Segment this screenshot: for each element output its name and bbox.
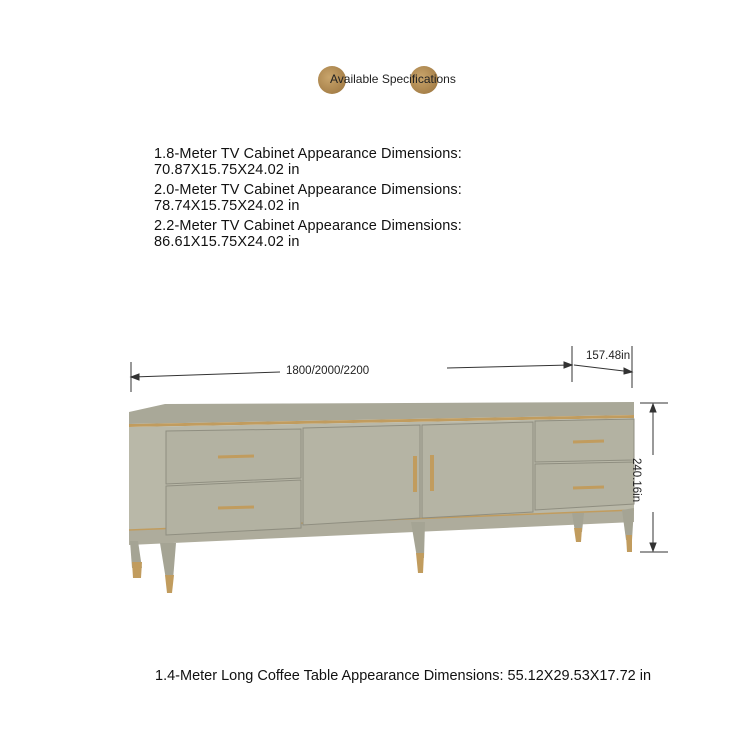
spec-value: 86.61X15.75X24.02 in [154, 234, 300, 250]
spec-value: 78.74X15.75X24.02 in [154, 198, 300, 214]
spec-label: 2.0-Meter TV Cabinet Appearance Dimensions: [154, 182, 462, 198]
tv-cabinet [129, 402, 634, 593]
spec-label: 2.2-Meter TV Cabinet Appearance Dimensions: [154, 218, 462, 234]
height-dimension-label: 240.16in [630, 458, 642, 503]
coffee-table-spec: 1.4-Meter Long Coffee Table Appearance Dimensions: 55.12X29.53X17.72 in [155, 668, 652, 684]
height-dimension-line [640, 403, 668, 552]
header-title: Available Specifications [330, 72, 456, 86]
spec-value: 70.87X15.75X24.02 in [154, 162, 300, 178]
depth-dimension-label: 157.48in [586, 350, 631, 362]
width-dimension-label: 1800/2000/2200 [286, 365, 370, 377]
spec-label: 1.8-Meter TV Cabinet Appearance Dimensions: [154, 146, 462, 162]
